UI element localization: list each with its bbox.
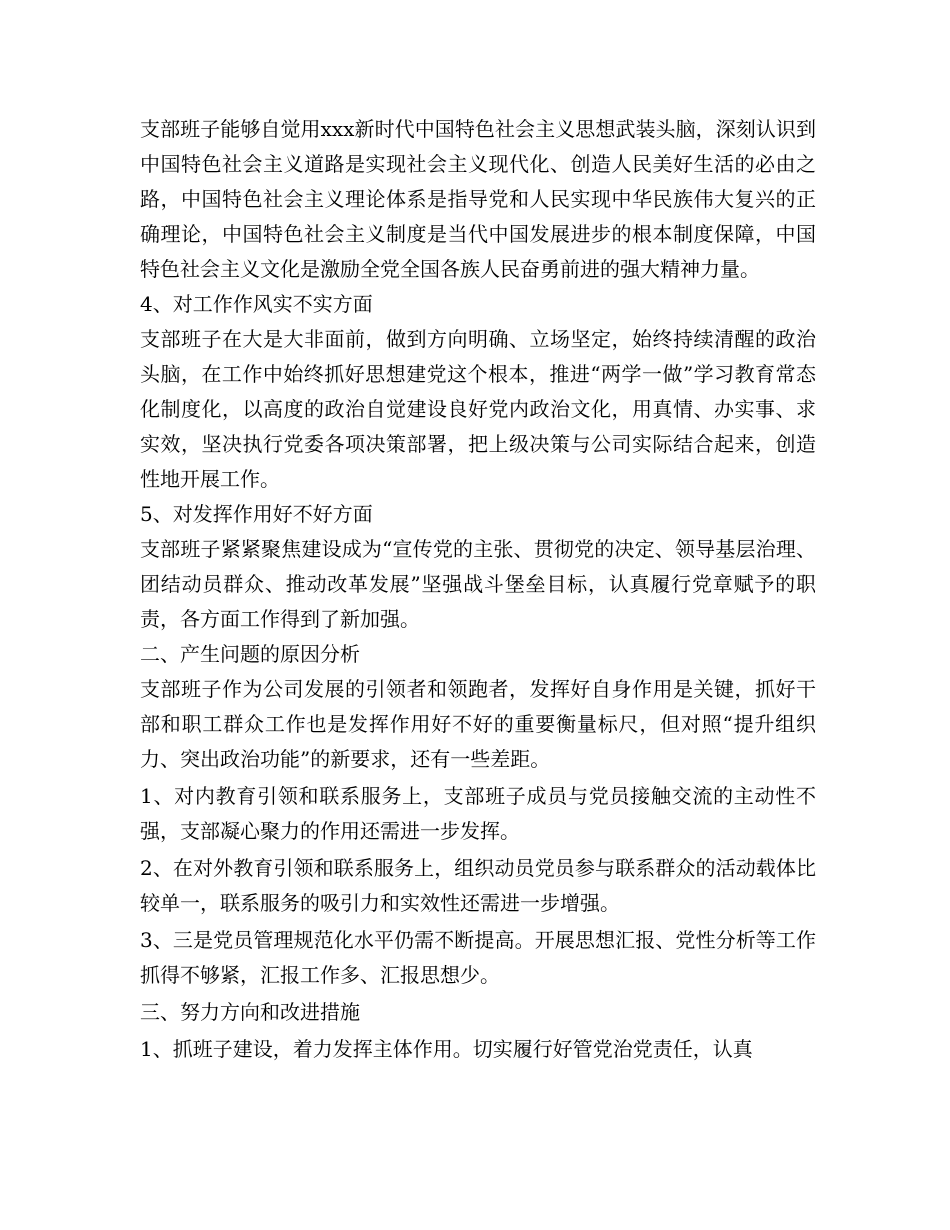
paragraph-cause-analysis: 支部班子作为公司发展的引领者和领跑者，发挥好自身作用是关键，抓好干部和职工群众工作也是发挥作用好不好的重要衡量标尺，但对照“提升组织力、突出政治功能”的新要求，还有一些差距。 <box>140 677 816 771</box>
heading-improvement: 三、努力方向和改进措施 <box>140 1000 360 1024</box>
paragraph-role: 支部班子紧紧聚焦建设成为“宣传党的主张、贯彻党的决定、领导基层治理、团结动员群众、推动改革发展”坚强战斗堡垒目标，认真履行党章赋予的职责，各方面工作得到了新加强。 <box>140 537 816 631</box>
document-body <box>140 112 816 1067</box>
heading-cause-analysis: 二、产生问题的原因分析 <box>140 642 360 666</box>
paragraph-cause-2: 2、在对外教育引领和联系服务上，组织动员党员参与联系群众的活动载体比较单一，联系服务的吸引力和实效性还需进一步增强。 <box>140 856 816 915</box>
paragraph-improvement-1: 1、抓班子建设，着力发挥主体作用。切实履行好管党治党责任，认真 <box>140 1037 753 1061</box>
heading-work-style: 4、对工作作风实不实方面 <box>140 292 373 316</box>
paragraph-work-style: 支部班子在大是大非面前，做到方向明确、立场坚定，始终持续清醒的政治头脑，在工作中始终抓好思想建党这个根本，推进“两学一做”学习教育常态化制度化，以高度的政治自觉建设良好党内政治文化，用真情、办实事、求实效，坚决执行党委各项决策部署，把上级决策与公司实际结合起来，创造性地开展工作。 <box>140 327 816 491</box>
paragraph-cause-3: 3、三是党员管理规范化水平仍需不断提高。开展思想汇报、党性分析等工作抓得不够紧，汇报工作多、汇报思想少。 <box>140 928 816 987</box>
paragraph-cause-1: 1、对内教育引领和联系服务上，支部班子成员与党员接触交流的主动性不强，支部凝心聚力的作用还需进一步发挥。 <box>140 784 816 843</box>
heading-role: 5、对发挥作用好不好方面 <box>140 502 373 526</box>
paragraph-theory: 支部班子能够自觉用xxx新时代中国特色社会主义思想武装头脑，深刻认识到中国特色社会主义道路是实现社会主义现代化、创造人民美好生活的必由之路，中国特色社会主义理论体系是指导党和人民实现中华民族伟大复兴的正确理论，中国特色社会主义制度是当代中国发展进步的根本制度保障，中国特色社会主义文化是激励全党全国各族人民奋勇前进的强大精神力量。 <box>140 117 816 281</box>
